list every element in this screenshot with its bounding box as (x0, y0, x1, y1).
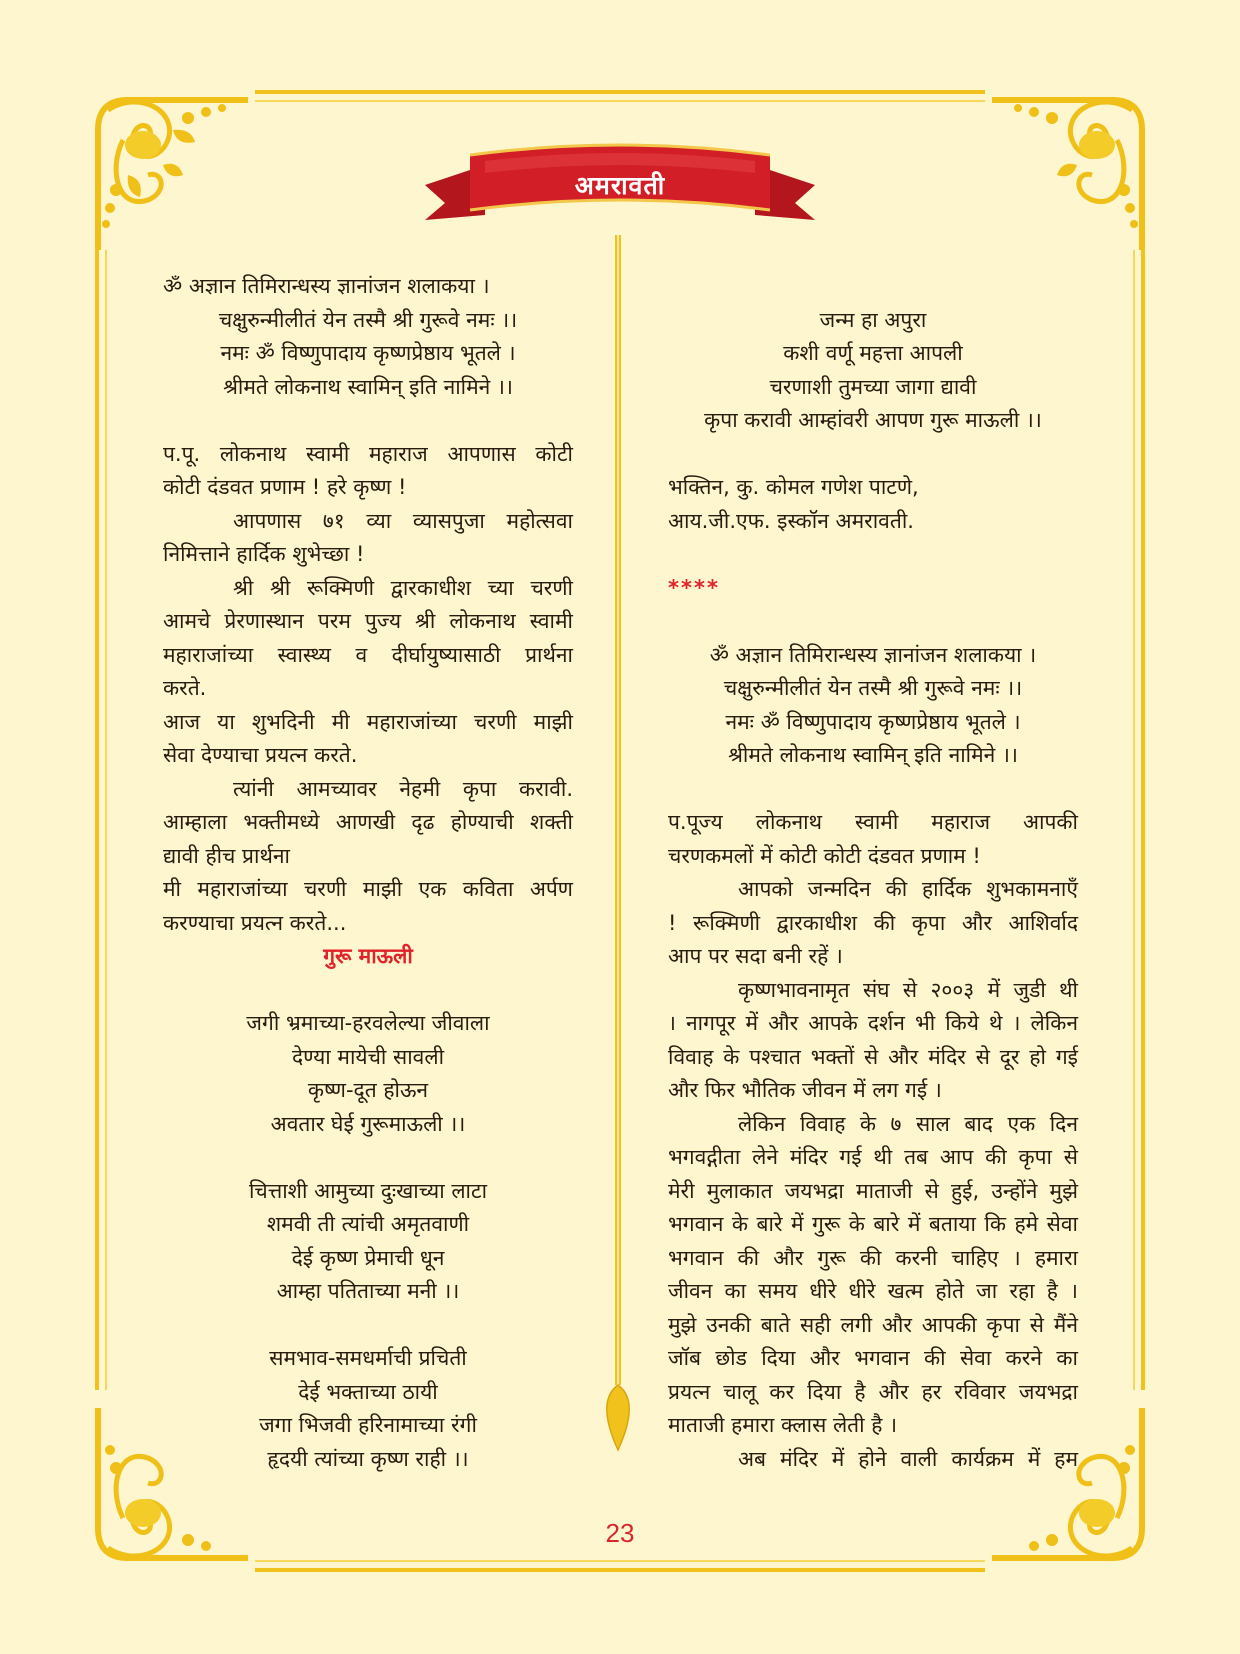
poem-line: समभाव-समधर्माची प्रचिती (269, 1346, 467, 1370)
text-line: करते. (163, 676, 207, 700)
text-line: भगवान के बारे में गुरू के बारे में बताया कि हमे सेवा (668, 1212, 1078, 1236)
text-line: निमित्ताने हार्दिक शुभेच्छा ! (163, 542, 365, 566)
poem-line: जगा भिजवी हरिनामाच्या रंगी (259, 1413, 477, 1437)
section-separator: **** (668, 575, 720, 600)
mantra-line: नमः ॐ विष्णुपादाय कृष्णप्रेष्ठाय भूतले । (725, 709, 1021, 734)
text-line: कोटी दंडवत प्रणाम ! हरे कृष्ण ! (163, 475, 407, 499)
poem-line: देण्या मायेची सावली (291, 1044, 445, 1069)
signature-line: आय.जी.एफ. इस्कॉन अमरावती. (668, 508, 914, 533)
mantra-line: ॐ अज्ञान तिमिरान्धस्य ज्ञानांजन शलाकया । (709, 642, 1037, 667)
poem-stanza (668, 304, 1078, 438)
poem-line: कृष्ण-दूत होऊन (307, 1078, 429, 1102)
poem-line: हृदयी त्यांच्या कृष्ण राही ।। (267, 1446, 469, 1471)
text-line: करण्याचा प्रयत्न करते... (163, 910, 347, 935)
text-line: । नागपूर में और आपके दर्शन भी किये थे । लेकिन (668, 1011, 1078, 1035)
poem-line: चित्ताशी आमुच्या दुःखाच्या लाटा (248, 1178, 488, 1203)
mantra-line: चक्षुरुन्मीलीतं येन तस्मै श्री गुरूवे नमः ।। (218, 307, 518, 332)
text-line: द्यावी हीच प्रार्थना (163, 843, 290, 868)
text-line: महाराजांच्या स्वास्थ्य व दीर्घायुष्यासाठी प्रार्थना (163, 642, 573, 667)
text-line: लेकिन विवाह के ७ साल बाद एक दिन (738, 1111, 1078, 1136)
page-title: अमरावती (574, 171, 666, 200)
text-line: श्री श्री रूक्मिणी द्वारकाधीश च्या चरणी (233, 575, 573, 600)
text-line: और फिर भौतिक जीवन में लग गई । (668, 1078, 942, 1102)
mantra-line: चक्षुरुन्मीलीतं येन तस्मै श्री गुरूवे नमः ।। (723, 676, 1023, 700)
text-line: मी महाराजांच्या चरणी माझी एक कविता अर्पण (163, 877, 573, 901)
frame-top-border (255, 90, 985, 94)
poem-stanza (163, 1175, 573, 1309)
poem-stanza (163, 1342, 573, 1476)
poem-line: कृपा करावी आम्हांवरी आपण गुरू माऊली ।। (704, 408, 1042, 432)
mantra-line: नमः ॐ विष्णुपादाय कृष्णप्रेष्ठाय भूतले । (220, 341, 516, 365)
poem-line: देई भक्ताच्या ठायी (298, 1379, 438, 1404)
mantra-block (163, 270, 573, 404)
poem-line: देई कृष्ण प्रेमाची धून (291, 1245, 445, 1270)
poem-line: जन्म हा अपुरा (819, 307, 927, 332)
text-line: आपको जन्मदिन की हार्दिक शुभकामनाएँ (738, 877, 1078, 901)
corner-ornament-icon (68, 70, 268, 270)
text-line: आज या शुभदिनी मी महाराजांच्या चरणी माझी (163, 709, 573, 734)
poem-line: चरणाशी तुमच्या जागा द्यावी (769, 374, 977, 399)
text-line: जॉब छोड दिया और भगवान की सेवा करने का (668, 1346, 1078, 1370)
mantra-line: ॐ अज्ञान तिमिरान्धस्य ज्ञानांजन शलाकया । (163, 274, 490, 298)
text-line: विवाह के पश्चात भक्तों से और मंदिर से दूर हो गई (668, 1044, 1078, 1069)
text-line: आमचे प्रेरणास्थान परम पुज्य श्री लोकनाथ स्वामी (163, 609, 573, 633)
text-line: ! रूक्मिणी द्वारकाधीश की कृपा और आशिर्वाद (668, 910, 1078, 935)
text-line: आम्हाला भक्तीमध्ये आणखी दृढ होण्याची शक्ती (163, 810, 573, 834)
prose-block (668, 806, 1078, 1476)
poem-line: अवतार घेई गुरूमाऊली ।। (270, 1111, 466, 1136)
text-line: आप पर सदा बनी रहें । (668, 944, 843, 968)
corner-ornament-icon (972, 70, 1172, 270)
text-line: जीवन का समय धीरे धीरे खत्म होते जा रहा है । (668, 1279, 1078, 1303)
frame-right-border (1141, 250, 1145, 1390)
text-line: मेरी मुलाकात जयभद्रा माताजी से हुई, उन्होंने मुझे (668, 1178, 1078, 1203)
column-divider-icon (598, 235, 638, 1465)
poem-line: शमवी ती त्यांची अमृतवाणी (266, 1212, 470, 1236)
right-column (668, 270, 1078, 1476)
text-line: कृष्णभावनामृत संघ से २००३ में जुडी थी (738, 977, 1078, 1002)
prose-block (163, 438, 573, 941)
poem-line: आम्हा पतिताच्या मनी ।। (276, 1279, 460, 1303)
text-line: चरणकमलों में कोटी कोटी दंडवत प्रणाम ! (668, 843, 981, 868)
page-number: 23 (605, 1518, 635, 1548)
text-line: माताजी हमारा क्लास लेती है । (668, 1413, 898, 1437)
text-line: प.पूज्य लोकनाथ स्वामी महाराज आपकी (668, 810, 1078, 834)
mantra-line: श्रीमते लोकनाथ स्वामिन् इति नामिने ।। (223, 374, 513, 399)
poem-line: जगी भ्रमाच्या-हरवलेल्या जीवाला (246, 1011, 490, 1035)
text-line: सेवा देण्याचा प्रयत्न करते. (163, 743, 358, 767)
frame-inner-left-border (105, 250, 107, 1390)
poem-title: गुरू माऊली (323, 944, 413, 968)
text-line: अब मंदिर में होने वाली कार्यक्रम में हम (738, 1446, 1078, 1471)
text-line: प.पू. लोकनाथ स्वामी महाराज आपणास कोटी (163, 441, 573, 466)
mantra-line: श्रीमते लोकनाथ स्वामिन् इति नामिने ।। (728, 743, 1018, 767)
left-column (163, 270, 573, 1476)
signature-block (668, 471, 1078, 538)
frame-left-border (95, 250, 99, 1390)
mantra-block (668, 639, 1078, 773)
poem-stanza (163, 1007, 573, 1141)
signature-line: भक्तिन, कु. कोमल गणेश पाटणे, (668, 475, 919, 499)
frame-bottom-border (255, 1568, 985, 1572)
poem-line: कशी वर्णू महत्ता आपली (783, 341, 963, 365)
text-line: भगवद्गीता लेने मंदिर गई थी तब आप की कृपा से (668, 1145, 1078, 1169)
frame-inner-bottom-border (255, 1560, 985, 1562)
text-line: मुझे उनकी बाते सही लगी और आपकी कृपा से मैंने (668, 1312, 1078, 1337)
text-line: भगवान की और गुरू की करनी चाहिए । हमारा (668, 1245, 1078, 1270)
text-line: त्यांनी आमच्यावर नेहमी कृपा करावी. (233, 776, 573, 801)
text-line: प्रयत्न चालू कर दिया है और हर रविवार जयभद्रा (668, 1379, 1078, 1404)
text-line: आपणास ७१ व्या व्यासपुजा महोत्सवा (233, 508, 573, 533)
frame-inner-right-border (1133, 250, 1135, 1390)
frame-inner-top-border (255, 100, 985, 102)
